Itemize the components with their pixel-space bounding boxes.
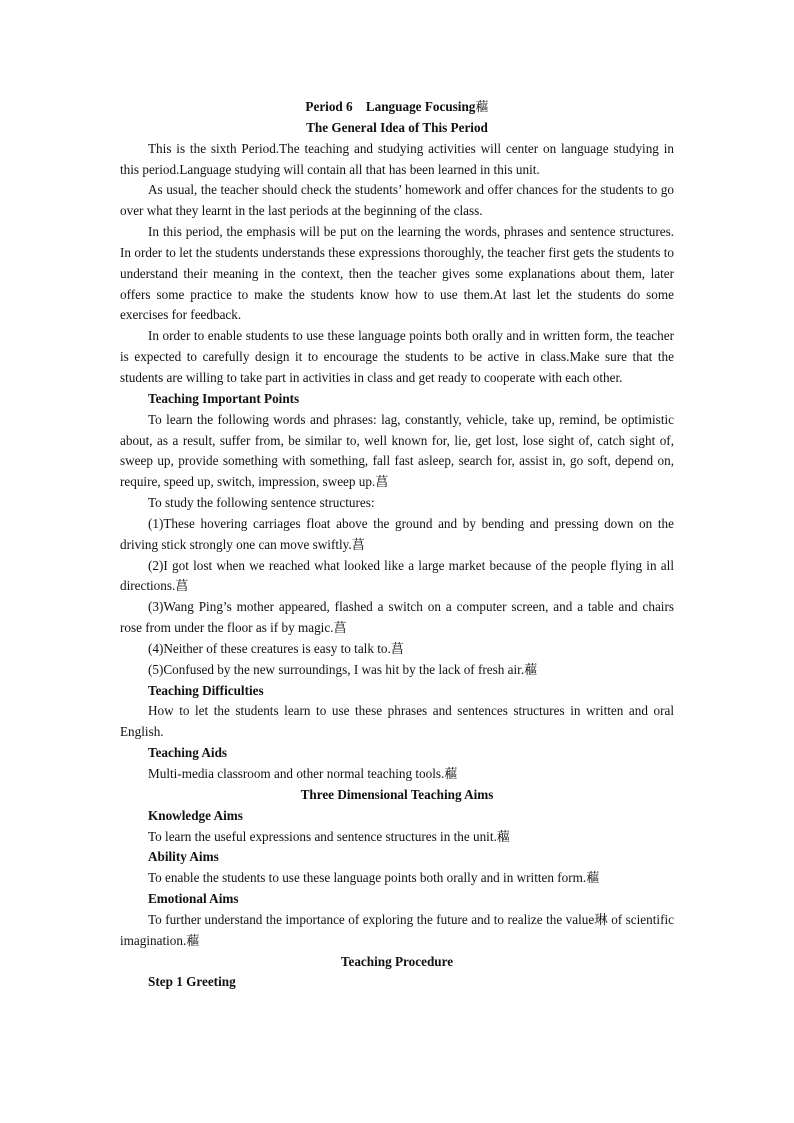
page-title — [120, 97, 674, 118]
heading-step-1: Step 1 Greeting — [148, 974, 236, 990]
title-mark: 藲 — [475, 99, 489, 114]
intro-paragraph-3: In this period, the emphasis will be put on the learning the words, phrases and sentence structures. In order to let the students understands these expressions thoroughly, the teacher first gets the students to understand their meaning in the context, then the teacher gives some explanations about them, later offers some practice to make the students know how to use them.At last let the students do some exercises for feedback. — [120, 224, 674, 323]
sentence-item-3: (3)Wang Ping’s mother appeared, flashed a switch on a computer screen, and a table and chairs rose from under the floor as if by magic.菖 — [120, 599, 674, 636]
intro-paragraph-2: As usual, the teacher should check the students’ homework and offer chances for the students to go over what they learnt in the last periods at the beginning of the class. — [120, 182, 674, 219]
knowledge-aims-text: To learn the useful expressions and sentence structures in the unit.藲 — [148, 828, 510, 844]
heading-important-points: Teaching Important Points — [148, 390, 300, 406]
sentence-item-2: (2)I got lost when we reached what looked like a large market because of the people flying in all directions.菖 — [120, 557, 674, 594]
heading-ability-aims: Ability Aims — [148, 849, 219, 865]
intro-paragraph-1: This is the sixth Period.The teaching and studying activities will center on language studying in this period.Language studying will contain all that has been learned in this unit. — [120, 140, 674, 177]
intro-paragraph-4: In order to enable students to use these language points both orally and in written form, the teacher is expected to carefully design it to encourage the students to be active in class.Make sure that the students are willing to take part in activities in class and get ready to cooperate with each other. — [120, 328, 674, 385]
heading-teaching-procedure: Teaching Procedure — [340, 953, 454, 969]
difficulties-text: How to let the students learn to use these phrases and sentences structures in written and oral English. — [120, 703, 674, 740]
structures-intro: To study the following sentence structures: — [148, 495, 375, 511]
heading-teaching-aids: Teaching Aids — [148, 745, 228, 761]
emotional-aims-text: To further understand the importance of exploring the future and to realize the value琳 of scientific imagination.藲 — [120, 911, 674, 948]
teaching-aids-text: Multi-media classroom and other normal teaching tools.藲 — [148, 766, 458, 781]
section-title-general-idea: The General Idea of This Period — [306, 119, 488, 135]
title-text: Period 6 Language Focusing — [305, 99, 476, 114]
sentence-item-4: (4)Neither of these creatures is easy to talk to.菖 — [148, 640, 404, 656]
sentence-item-1: (1)These hovering carriages float above the ground and by bending and pressing down on the driving stick strongly one can move swiftly.菖 — [120, 515, 674, 552]
heading-knowledge-aims: Knowledge Aims — [148, 807, 243, 823]
document-page — [120, 97, 674, 993]
sentence-item-5: (5)Confused by the new surroundings, I was hit by the lack of fresh air.藲 — [148, 661, 538, 677]
heading-difficulties: Teaching Difficulties — [148, 682, 264, 698]
heading-emotional-aims: Emotional Aims — [148, 891, 239, 907]
words-phrases-paragraph: To learn the following words and phrases: lag, constantly, vehicle, take up, remind, be optimistic about, as a result, suffer from, be similar to, well known for, lie, get lost, lose sight of, catch sight of, sweep up, provide something with something, fall fast asleep, search for, assist in, go soft, depend on, require, speed up, switch, impression, sweep up.菖 — [120, 411, 674, 490]
heading-three-dimensional-aims: Three Dimensional Teaching Aims — [300, 786, 494, 802]
ability-aims-text: To enable the students to use these language points both orally and in written form.藲 — [148, 870, 600, 886]
